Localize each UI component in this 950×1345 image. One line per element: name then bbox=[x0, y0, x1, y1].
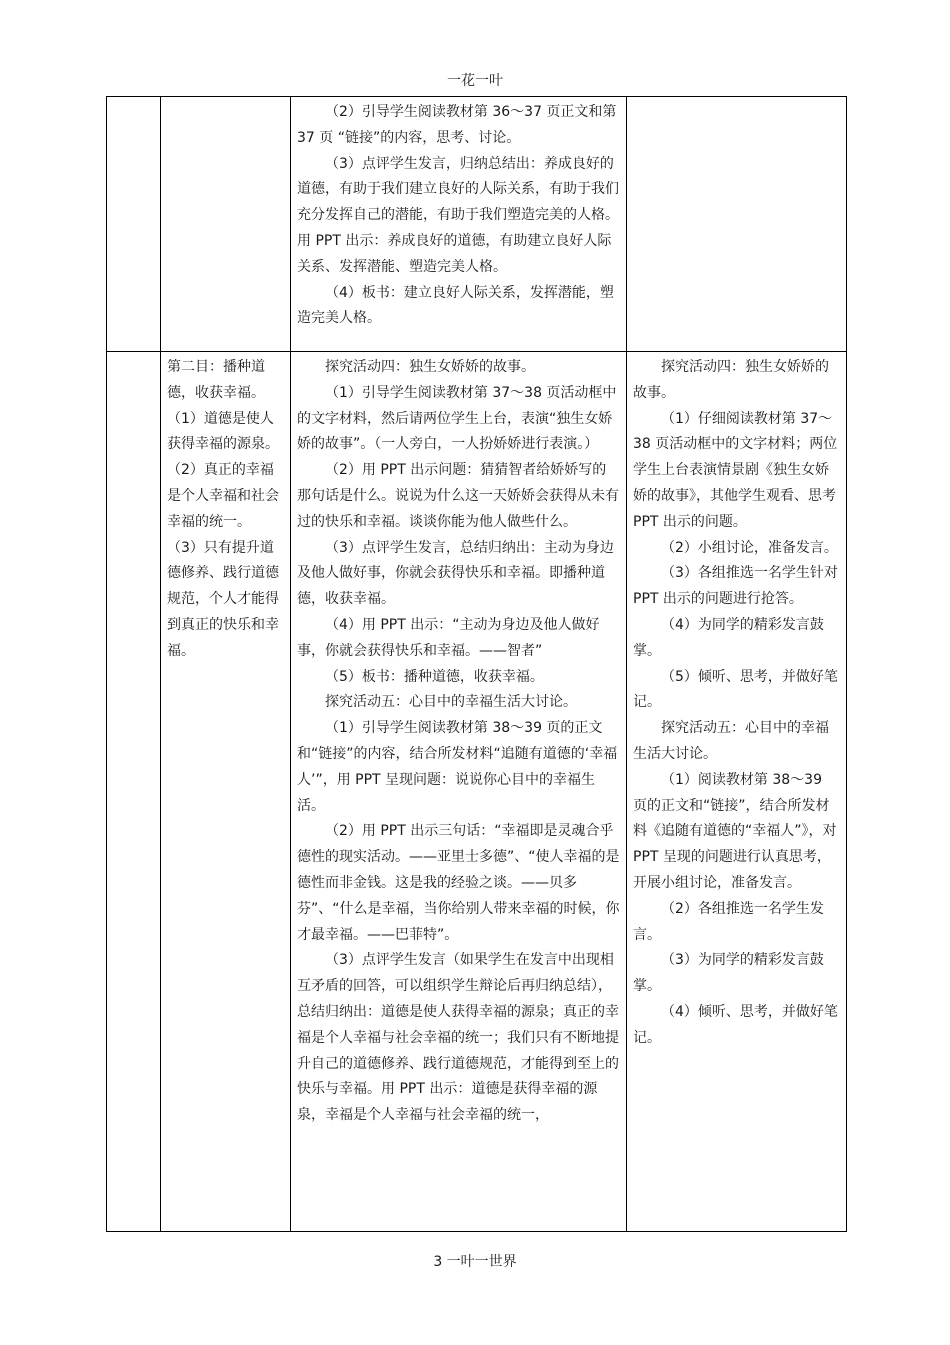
student-paragraph: （1）仔细阅读教材第 37～38 页活动框中的文字材料；两位学生上台表演情景剧《独生女娇娇的故事》，其他学生观看、思考 PPT 出示的问题。 bbox=[633, 410, 838, 530]
teacher-paragraph: （3）点评学生发言，归纳总结出：养成良好的道德，有助于我们建立良好的人际关系，有助于我们充分发挥自己的潜能，有助于我们塑造完美的人格。用 PPT 出示：养成良好的道德，有助建立良好人际关系、发挥潜能、塑造完美人格。 bbox=[297, 155, 619, 275]
teacher-paragraph: 探究活动四：独生女娇娇的故事。 bbox=[325, 359, 535, 375]
student-paragraph: （2）各组推选一名学生发言。 bbox=[633, 900, 824, 943]
student-activity-cell bbox=[627, 352, 847, 1232]
page-footer: 3 一叶一世界 bbox=[433, 1254, 517, 1270]
teacher-paragraph: （2）用 PPT 出示三句话：“幸福即是灵魂合乎德性的现实活动。——亚里士多德”、“使人幸福的是德性而非金钱。这是我的经验之谈。——贝多芬”、“什么是幸福，当你给别人带来幸福的时候，你才最幸福。——巴菲特”。 bbox=[297, 823, 620, 943]
teacher-paragraph: （1）引导学生阅读教材第 37～38 页活动框中的文字材料，然后请两位学生上台，表演“独生女娇娇的故事”。（一人旁白，一人扮娇娇进行表演。） bbox=[297, 384, 617, 453]
table-row bbox=[107, 352, 847, 1232]
student-paragraph: （5）倾听、思考，并做好笔记。 bbox=[633, 668, 838, 711]
student-paragraph: （2）小组讨论，准备发言。 bbox=[661, 539, 838, 556]
student-paragraph: （4）为同学的精彩发言鼓掌。 bbox=[633, 616, 824, 659]
student-paragraph: （4）倾听、思考，并做好笔记。 bbox=[633, 1003, 838, 1046]
teacher-paragraph: （3）点评学生发言，总结归纳出：主动为身边及他人做好事，你就会获得快乐和幸福。即播种道德，收获幸福。 bbox=[297, 539, 614, 608]
stage-cell bbox=[107, 97, 161, 352]
content-paragraph: （1）道德是使人获得幸福的源泉。 bbox=[167, 410, 279, 453]
teacher-paragraph: （4）用 PPT 出示：“主动为身边及他人做好事，你就会获得快乐和幸福。——智者” bbox=[297, 616, 600, 659]
teacher-paragraph: 探究活动五：心目中的幸福生活大讨论。 bbox=[325, 694, 577, 711]
teacher-paragraph: （5）板书：播种道德，收获幸福。 bbox=[325, 668, 544, 685]
content-paragraph: （3）只有提升道德修养、践行道德规范，个人才能得到真正的快乐和幸福。 bbox=[167, 539, 279, 659]
content-cell bbox=[161, 352, 291, 1232]
teacher-paragraph: （3）点评学生发言（如果学生在发言中出现相互矛盾的回答，可以组织学生辩论后再归纳总结），总结归纳出：道德是使人获得幸福的源泉；真正的幸福是个人幸福与社会幸福的统一；我们只有不断地提升自己的道德修养、践行道德规范，才能得到至上的快乐与幸福。用 PPT 出示：道德是获得幸福的源泉，幸福是个人幸福与社会幸福的统一， bbox=[297, 952, 619, 1124]
page-header: 一花一叶 bbox=[447, 73, 503, 89]
student-paragraph: （3）为同学的精彩发言鼓掌。 bbox=[633, 952, 824, 995]
teacher-activity-cell bbox=[291, 97, 627, 352]
stage-cell bbox=[107, 352, 161, 1232]
lesson-plan-table bbox=[106, 96, 847, 1232]
content-cell bbox=[161, 97, 291, 352]
teacher-activity-cell bbox=[291, 352, 627, 1232]
teacher-paragraph: （2）用 PPT 出示问题：猜猜智者给娇娇写的那句话是什么。说说为什么这一天娇娇会获得从未有过的快乐和幸福。谈谈你能为他人做些什么。 bbox=[297, 462, 619, 530]
student-paragraph: （1）阅读教材第 38～39 页的正文和“链接”，结合所发材料《追随有道德的“幸福人”》，对 PPT 呈现的问题进行认真思考，开展小组讨论，准备发言。 bbox=[633, 771, 837, 891]
student-paragraph: （3）各组推选一名学生针对 PPT 出示的问题进行抢答。 bbox=[633, 565, 838, 608]
content-paragraph: （2）真正的幸福是个人幸福和社会幸福的统一。 bbox=[167, 462, 279, 530]
content-paragraph: 第二目：播种道德，收获幸福。 bbox=[167, 359, 265, 401]
teacher-paragraph: （2）引导学生阅读教材第 36～37 页正文和第 37 页 “链接”的内容，思考、讨论。 bbox=[297, 104, 617, 146]
teacher-paragraph: （4）板书：建立良好人际关系，发挥潜能，塑造完美人格。 bbox=[297, 284, 614, 327]
student-activity-cell bbox=[627, 97, 847, 352]
student-paragraph: 探究活动四：独生女娇娇的故事。 bbox=[633, 359, 829, 401]
teacher-paragraph: （1）引导学生阅读教材第 38～39 页的正文和“链接”的内容，结合所发材料“追随有道德的‘幸福人’”，用 PPT 呈现问题：说说你心目中的幸福生活。 bbox=[297, 720, 618, 814]
student-paragraph: 探究活动五：心目中的幸福生活大讨论。 bbox=[633, 720, 829, 762]
table-row bbox=[107, 97, 847, 352]
